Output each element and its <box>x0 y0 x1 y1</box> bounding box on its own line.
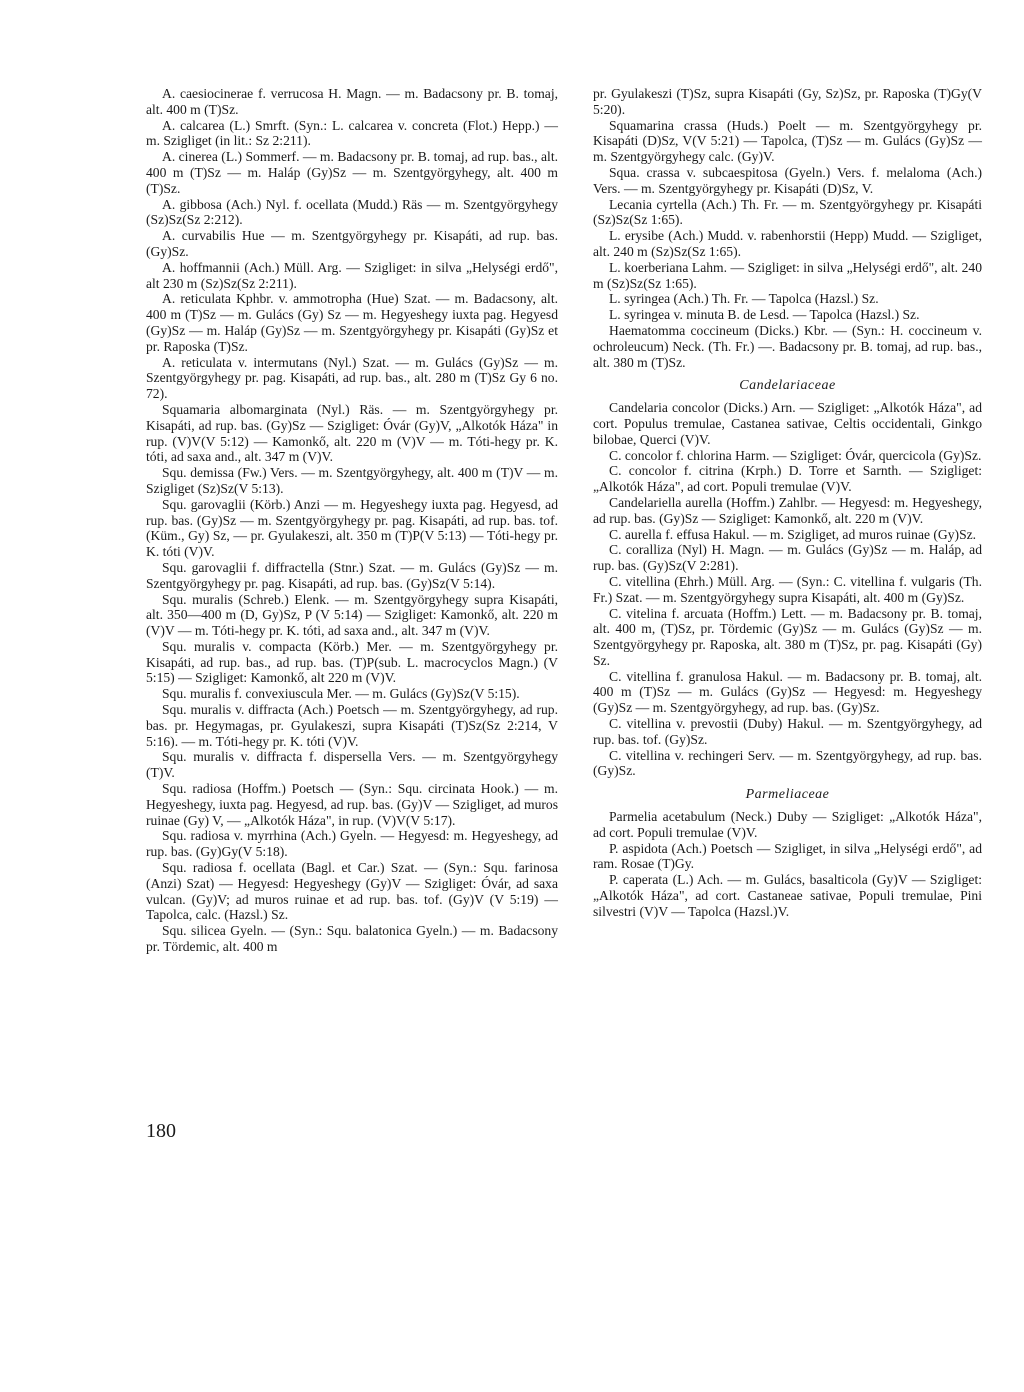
species-entry: Squ. muralis v. compacta (Körb.) Mer. — m. Szentgyörgyhegy pr. Kisapáti, ad rup. bas., ad rup. bas. (T)P(sub. L. macrocyclos Magn.) (V 5:15) — Szigliget: Kamonkő, alt 220 m (V)V. <box>146 638 558 686</box>
species-entry: Squ. radiosa (Hoffm.) Poetsch — (Syn.: Squ. circinata Hook.) — m. Hegyeshegy, iuxta pag. Hegyesd, ad rup. bas. (Gy)V — Szigliget, ad muros ruinae (Gy) V, — „Alkotók Háza", in rup. (V)V(V 5:17). <box>146 781 558 828</box>
species-entry: Squ. muralis f. convexiuscula Mer. — m. Gulács (Gy)Sz(V 5:15). <box>162 686 520 702</box>
species-entry: pr. Gyulakeszi (T)Sz, supra Kisapáti (Gy, Sz)Sz, pr. Raposka (T)Gy(V 5:20). <box>593 86 982 117</box>
page-number: 180 <box>146 1120 176 1142</box>
species-entry: Squ. radiosa v. myrrhina (Ach.) Gyeln. — Hegyesd: m. Hegyeshegy, ad rup. bas. (Gy)Gy(V 5:18). <box>146 828 558 860</box>
section-heading: Candelariaceae <box>739 378 836 394</box>
species-entry: Candelaria concolor (Dicks.) Arn. — Szigliget: „Alkotók Háza", ad cort. Populus tremulae, Castanea sativae, Celtis occidentali, Ginkgo bilobae, Querci (V)V. <box>593 400 982 447</box>
species-entry: Squ. muralis v. diffracta (Ach.) Poetsch — m. Szentgyörgyhegy, ad rup. bas. pr. Hegymagas, pr. Gyulakeszi, supra Kisapáti (T)Sz(Sz 2:214, V 5:16). — m. Tóti-hegy pr. K. tóti (V)V. <box>146 702 558 749</box>
species-entry: Squamarina crassa (Huds.) Poelt — m. Szentgyörgyhegy pr. Kisapáti (D)Sz, V(V 5:21) — Tapolca, (T)Sz — m. Gulács (Gy)Sz — m. Szentgyörgyhegy calc. (Gy)V. <box>593 117 982 165</box>
species-entry: Squamaria albomarginata (Nyl.) Räs. — m. Szentgyörgyhegy pr. Kisapáti, ad rup. bas. (Gy)Sz — Szigliget: Óvár (Gy)V, „Alkotók Háza" in rup. (V)V(V 5:12) — Kamonkő, alt. 220 m (V)V — m. Tóti-hegy pr. K. tóti, ad saxa and., alt. 347 m (V)V. <box>146 401 558 465</box>
species-entry: L. koerberiana Lahm. — Szigliget: in silva „Helységi erdő", alt. 240 m (Sz)Sz(Sz 1:65). <box>593 259 982 291</box>
species-entry: L. syringea (Ach.) Th. Fr. — Tapolca (Hazsl.) Sz. <box>609 291 879 307</box>
species-entry: A. calcarea (L.) Smrft. (Syn.: L. calcarea v. concreta (Flot.) Hepp.) — m. Szigliget (in lit.: Sz 2:211). <box>146 117 558 149</box>
right-column <box>593 86 982 920</box>
species-entry: C. vitellina (Ehrh.) Müll. Arg. — (Syn.: C. vitellina f. vulgaris (Th. Fr.) Szat. — m. Szentgyörgyhegy supra Kisapáti, alt. 400 m (Gy)Sz. <box>593 573 982 605</box>
species-entry: Squ. silicea Gyeln. — (Syn.: Squ. balatonica Gyeln.) — m. Badacsony pr. Tördemic, alt. 400 m <box>146 923 558 955</box>
species-entry: Squ. muralis (Schreb.) Elenk. — m. Szentgyörgyhegy supra Kisapáti, alt. 350—400 m (D, Gy)Sz, P (V 5:14) — Szigliget: Kamonkő, alt. 220 m (V)V — m. Tóti-hegy pr. K. tóti, ad saxa and., alt. 347 m (V)V. <box>146 591 558 639</box>
species-entry: Parmelia acetabulum (Neck.) Duby — Szigliget: „Alkotók Háza", ad cort. Populi tremulae (V)V. <box>593 809 982 840</box>
species-entry: L. syringea v. minuta B. de Lesd. — Tapolca (Hazsl.) Sz. <box>609 307 920 323</box>
species-entry: C. vitellina f. granulosa Hakul. — m. Badacsony pr. B. tomaj, alt. 400 m (T)Sz — m. Gulács (Gy)Sz — Hegyesd: m. Hegyeshegy (Gy)Sz — m. Szentgyörgyhegy, ad rup. bas. (Gy)Sz. <box>593 668 982 716</box>
species-entry: C. coralliza (Nyl) H. Magn. — m. Gulács (Gy)Sz — m. Haláp, ad rup. bas. (Gy)Sz(V 2:281). <box>593 542 982 574</box>
species-entry: P. aspidota (Ach.) Poetsch — Szigliget, in silva „Helységi erdő", ad ram. Rosae (T)Gy. <box>593 840 982 872</box>
species-entry: C. concolor f. citrina (Krph.) D. Torre et Sarnth. — Szigliget: „Alkotók Háza", ad cort. Populi tremulae (V)V. <box>593 463 982 495</box>
species-entry: C. concolor f. chlorina Harm. — Szigliget: Óvár, quercicola (Gy)Sz. <box>609 447 982 463</box>
left-column <box>146 86 558 955</box>
species-entry: Lecania cyrtella (Ach.) Th. Fr. — m. Szentgyörgyhegy pr. Kisapáti (Sz)Sz(Sz 1:65). <box>593 196 982 228</box>
section-heading: Parmeliaceae <box>745 787 830 803</box>
species-entry: Squ. demissa (Fw.) Vers. — m. Szentgyörgyhegy, alt. 400 m (T)V — m. Szigliget (Sz)Sz(V 5:13). <box>146 465 558 496</box>
species-entry: Squ. muralis v. diffracta f. dispersella Vers. — m. Szentgyörgyhegy (T)V. <box>146 749 558 781</box>
species-entry: L. erysibe (Ach.) Mudd. v. rabenhorstii (Hepp) Mudd. — Szigliget, alt. 240 m (Sz)Sz(Sz 1:65). <box>593 228 982 259</box>
species-entry: A. reticulata v. intermutans (Nyl.) Szat. — m. Gulács (Gy)Sz — m. Szentgyörgyhegy pr. pag. Kisapáti, ad rup. bas., alt. 280 m (T)Sz Gy 6 no. 72). <box>146 354 558 402</box>
species-entry: P. caperata (L.) Ach. — m. Gulács, basalticola (Gy)V — Szigliget: „Alkotók Háza", ad cort. Castaneae sativae, Populi tremulae, Pini silvestri (V)V — Tapolca (Hazsl.)V. <box>593 872 982 919</box>
species-entry: Candelariella aurella (Hoffm.) Zahlbr. — Hegyesd: m. Hegyeshegy, ad rup. bas. (Gy)Sz — Szigliget: Kamonkő, alt. 220 m (V)V. <box>593 494 982 526</box>
species-entry: C. vitellina v. prevostii (Duby) Hakul. — m. Szentgyörgyhegy, ad rup. bas. tof. (Gy)Sz. <box>593 716 982 747</box>
species-entry: C. vitelina f. arcuata (Hoffm.) Lett. — m. Badacsony pr. B. tomaj, alt. 400 m, (T)Sz, pr. Tördemic (Gy)Sz — m. Gulács (Gy)Sz — m. Szentgyörgyhegy pr. Raposka, alt. 380 m (T)Sz, pr. pag. Kisapáti (Gy) Sz. <box>593 605 982 668</box>
species-entry: A. cinerea (L.) Sommerf. — m. Badacsony pr. B. tomaj, ad rup. bas., alt. 400 m (T)Sz — m. Haláp (Gy)Sz — m. Szentgyörgyhegy, alt. 400 m (T)Sz. <box>146 149 558 196</box>
species-entry: C. aurella f. effusa Hakul. — m. Szigliget, ad muros ruinae (Gy)Sz. <box>609 526 977 542</box>
species-entry: A. reticulata Kphbr. v. ammotropha (Hue) Szat. — m. Badacsony, alt. 400 m (T)Sz — m. Gulács (Gy) Sz — m. Hegyeshegy iuxta pag. Hegyesd (Gy)Sz — m. Haláp (Gy)Sz — m. Szentgyörgyhegy pr. Kisapáti (Gy)Sz et pr. Raposka (T)Sz. <box>146 291 558 354</box>
species-entry: Squa. crassa v. subcaespitosa (Gyeln.) Vers. f. melaloma (Ach.) Vers. — m. Szentgyörgyhegy pr. Kisapáti (D)Sz, V. <box>593 164 982 196</box>
species-entry: Haematomma coccineum (Dicks.) Kbr. — (Syn.: H. coccineum v. ochroleucum) Neck. (Th. Fr.) —. Badacsony pr. B. tomaj, ad rup. bas., alt. 380 m (T)Sz. <box>593 322 982 370</box>
species-entry: A. caesiocinerae f. verrucosa H. Magn. — m. Badacsony pr. B. tomaj, alt. 400 m (T)Sz. <box>146 86 558 117</box>
species-entry: Squ. garovaglii f. diffractella (Stnr.) Szat. — m. Gulács (Gy)Sz — m. Szentgyörgyhegy pr. pag. Kisapáti, ad rup. bas. (Gy)Sz(V 5:14). <box>146 559 558 591</box>
species-entry: Squ. garovaglii (Körb.) Anzi — m. Hegyeshegy iuxta pag. Hegyesd, ad rup. bas. (Gy)Sz — m. Szentgyörgyhegy pr. pag. Kisapáti, ad rup. bas. tof. (Küm., Gy) Sz, — pr. Gyulakeszi, alt. 350 m (T)P(V 5:13) — Tóti-hegy pr. K. tóti (V)V. <box>146 496 558 560</box>
species-entry: A. curvabilis Hue — m. Szentgyörgyhegy pr. Kisapáti, ad rup. bas. (Gy)Sz. <box>146 228 558 259</box>
species-entry: A. hoffmannii (Ach.) Müll. Arg. — Szigliget: in silva „Helységi erdő", alt 230 m (Sz)Sz(Sz 2:211). <box>146 259 558 291</box>
species-entry: C. vitellina v. rechingeri Serv. — m. Szentgyörgyhegy, ad rup. bas. (Gy)Sz. <box>593 747 982 779</box>
species-entry: Squ. radiosa f. ocellata (Bagl. et Car.) Szat. — (Syn.: Squ. farinosa (Anzi) Szat) — Hegyesd: Hegyeshegy (Gy)V — Szigliget: Óvár, ad saxa vulcan. (Gy)V; ad muros ruinae et ad rup. bas. tof. (Gy)V (V 5:19) — Tapolca, calc. (Hazsl.) Sz. <box>146 860 558 923</box>
species-entry: A. gibbosa (Ach.) Nyl. f. ocellata (Mudd.) Räs — m. Szentgyörgyhegy (Sz)Sz(Sz 2:212). <box>146 196 558 228</box>
